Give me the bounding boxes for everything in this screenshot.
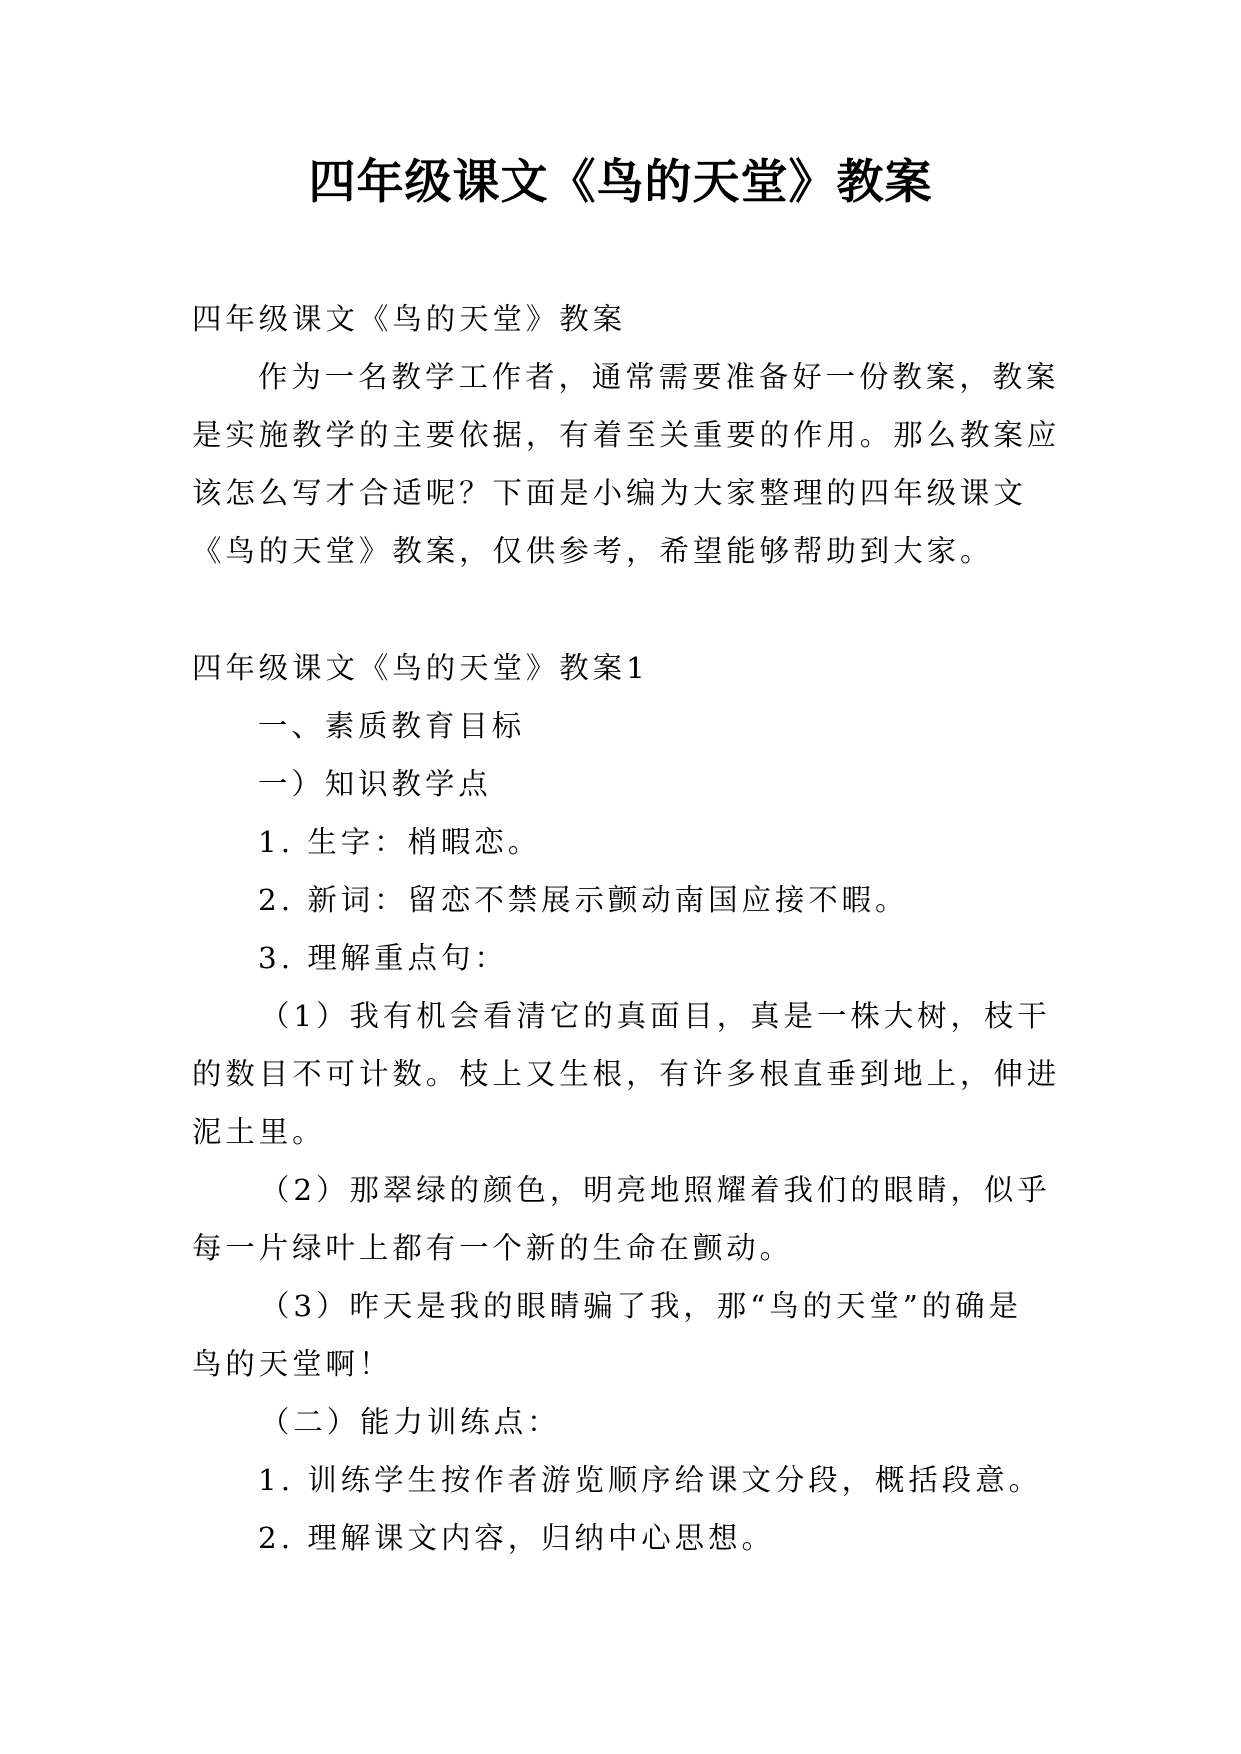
key-sentence-2-line-2: 每一片绿叶上都有一个新的生命在颤动。 bbox=[192, 1231, 794, 1265]
goal-heading: 一、素质教育目标 bbox=[258, 709, 526, 743]
intro-line-2: 是实施教学的主要依据，有着至关重要的作用。那么教案应 bbox=[192, 418, 1061, 452]
intro-section bbox=[192, 290, 1061, 580]
section-heading: 四年级课文《鸟的天堂》教案1 bbox=[192, 651, 649, 685]
intro-heading: 四年级课文《鸟的天堂》教案 bbox=[192, 302, 627, 336]
key-sentence-1-line-2: 的数目不可计数。枝上又生根，有许多根直垂到地上，伸进 bbox=[192, 1057, 1061, 1091]
intro-line-1: 作为一名教学工作者，通常需要准备好一份教案，教案 bbox=[258, 360, 1060, 394]
key-sentence-3-line-1: （3）昨天是我的眼睛骗了我，那“鸟的天堂”的确是 bbox=[260, 1289, 1022, 1323]
knowledge-item-1: 1. 生字：梢暇恋。 bbox=[258, 825, 542, 859]
ability-heading: （二）能力训练点： bbox=[260, 1405, 561, 1439]
key-sentence-1-line-1: （1）我有机会看清它的真面目，真是一株大树，枝干 bbox=[260, 999, 1051, 1033]
ability-item-2: 2. 理解课文内容，归纳中心思想。 bbox=[258, 1521, 775, 1555]
knowledge-item-2: 2. 新词：留恋不禁展示颤动南国应接不暇。 bbox=[258, 883, 909, 917]
intro-line-3: 该怎么写才合适呢？下面是小编为大家整理的四年级课文 bbox=[192, 476, 1027, 510]
knowledge-item-3: 3. 理解重点句： bbox=[258, 941, 508, 975]
lesson-plan-section bbox=[192, 639, 1061, 1567]
knowledge-heading: 一）知识教学点 bbox=[258, 767, 492, 801]
ability-item-1: 1. 训练学生按作者游览顺序给课文分段，概括段意。 bbox=[258, 1463, 1042, 1497]
key-sentence-3-line-2: 鸟的天堂啊！ bbox=[192, 1347, 393, 1381]
intro-line-4: 《鸟的天堂》教案，仅供参考，希望能够帮助到大家。 bbox=[192, 534, 994, 568]
key-sentence-1-line-3: 泥土里。 bbox=[192, 1115, 326, 1149]
key-sentence-2-line-1: （2）那翠绿的颜色，明亮地照耀着我们的眼睛，似乎 bbox=[260, 1173, 1051, 1207]
document-title: 四年级课文《鸟的天堂》教案 bbox=[308, 155, 933, 210]
